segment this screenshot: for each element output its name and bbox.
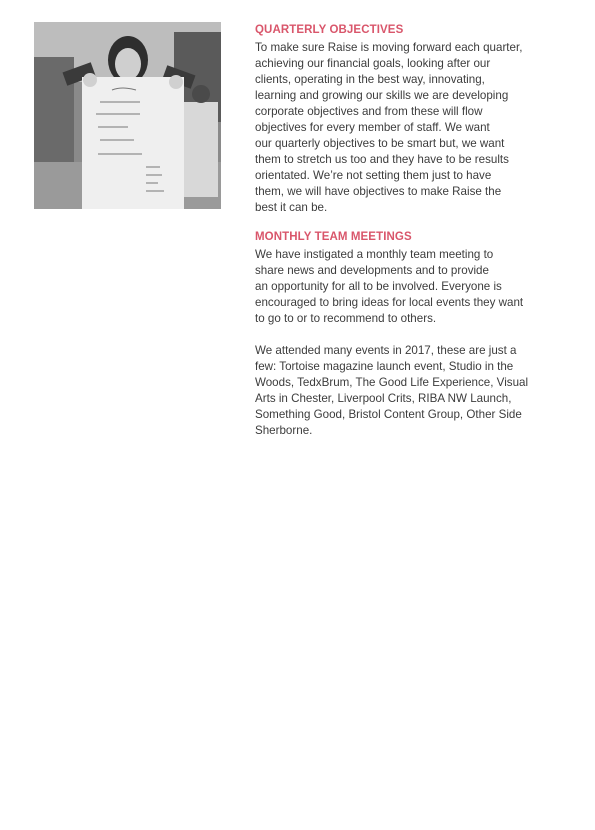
text-line: clients, operating in the best way, innovating, [255, 73, 485, 86]
text-line: Something Good, Bristol Content Group, Other Side [255, 408, 522, 421]
text-line: orientated. We’re not setting them just to have [255, 169, 492, 182]
team-photo-illustration [34, 22, 221, 209]
text-line: objectives for every member of staff. We want [255, 121, 490, 134]
content-column [255, 23, 565, 439]
paragraph-quarterly-objectives [255, 40, 565, 216]
paragraph-monthly-meetings [255, 247, 565, 327]
paragraph-events-attended [255, 343, 565, 439]
text-line: Sherborne. [255, 424, 313, 437]
section-spacer [255, 216, 565, 230]
text-line: We have instigated a monthly team meeting to [255, 248, 494, 261]
text-line: Woods, TedxBrum, The Good Life Experience, Visual [255, 376, 529, 389]
text-line: Arts in Chester, Liverpool Crits, RIBA NW Launch, [255, 392, 512, 405]
text-line: our quarterly objectives to be smart but, we want [255, 137, 505, 150]
text-line: few: Tortoise magazine launch event, Studio in the [255, 360, 514, 373]
text-line: an opportunity for all to be involved. Everyone is [255, 280, 502, 293]
text-line: encouraged to bring ideas for local events they want [255, 296, 524, 309]
text-line: corporate objectives and from these will flow [255, 105, 483, 118]
paragraph-spacer [255, 327, 565, 343]
section-heading-monthly-team-meetings: MONTHLY TEAM MEETINGS [255, 231, 412, 243]
text-line: learning and growing our skills we are developing [255, 89, 509, 102]
team-photo [34, 22, 221, 209]
text-line: to go to or to recommend to others. [255, 312, 437, 325]
text-line: best it can be. [255, 201, 328, 214]
section-heading-quarterly-objectives: QUARTERLY OBJECTIVES [255, 24, 404, 36]
text-line: them to stretch us too and they have to be results [255, 153, 509, 166]
text-line: achieving our financial goals, looking after our [255, 57, 491, 70]
text-line: We attended many events in 2017, these are just a [255, 344, 517, 357]
text-line: them, we will have objectives to make Raise the [255, 185, 502, 198]
text-line: share news and developments and to provide [255, 264, 489, 277]
text-line: To make sure Raise is moving forward each quarter, [255, 41, 523, 54]
